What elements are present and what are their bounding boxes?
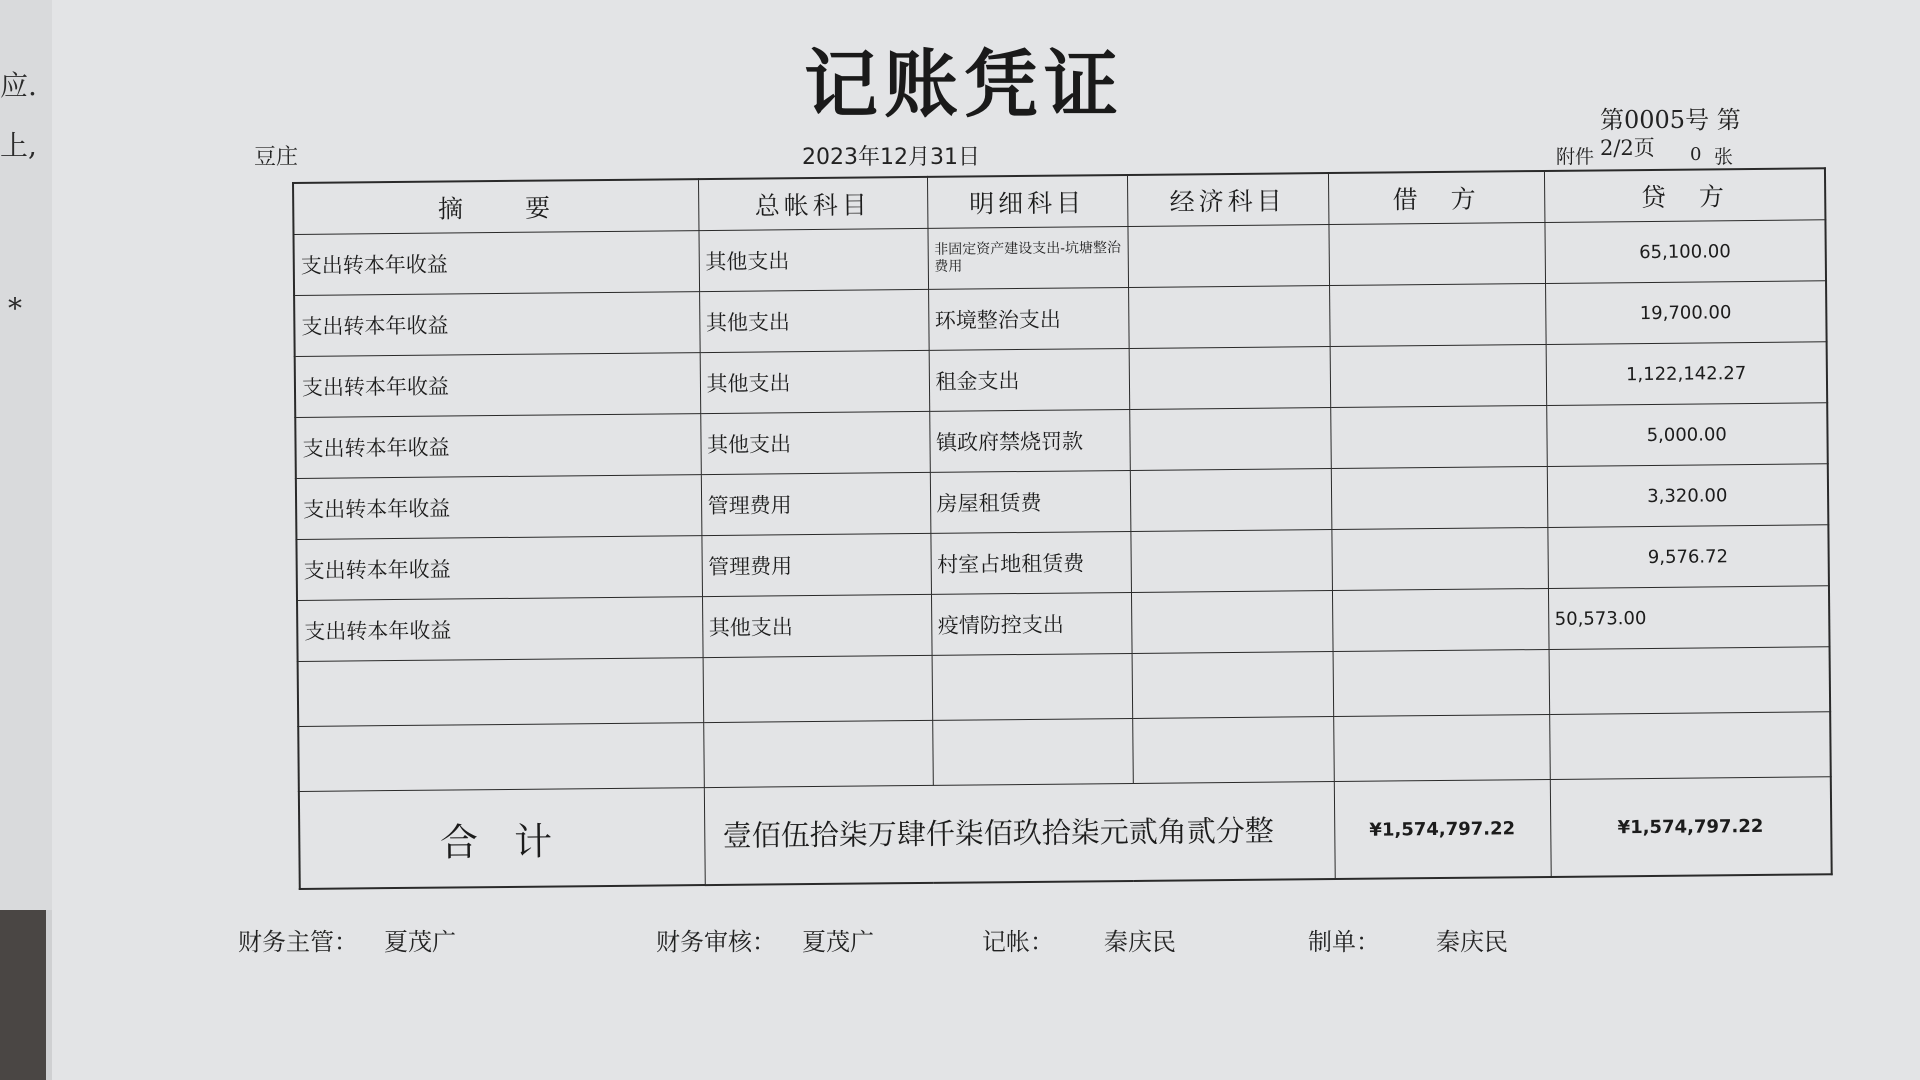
econ-cell bbox=[1129, 408, 1331, 471]
auditor-name: 夏茂广 bbox=[802, 928, 874, 956]
edge-fragment: 应. bbox=[0, 69, 37, 102]
econ-cell bbox=[1129, 347, 1331, 410]
total-row bbox=[299, 777, 1832, 889]
detail-cell: 非固定资产建设支出-坑塘整治费用 bbox=[927, 226, 1128, 289]
voucher-number: 第0005号 第 bbox=[1600, 106, 1741, 134]
page-indicator: 2/2页 bbox=[1600, 136, 1655, 160]
desk-edge bbox=[0, 910, 46, 1080]
preparer-name: 秦庆民 bbox=[1436, 928, 1508, 956]
debit-cell bbox=[1331, 527, 1548, 590]
credit-cell: 19,700.00 bbox=[1545, 281, 1827, 345]
attachment-count: 0 bbox=[1690, 144, 1702, 165]
empty-cell bbox=[298, 723, 704, 792]
total-amount-in-words: 壹佰伍拾柒万肆仟柒佰玖拾柒元贰角贰分整 bbox=[704, 782, 1335, 886]
supervisor-signature bbox=[238, 922, 456, 957]
debit-cell bbox=[1330, 405, 1547, 468]
total-label: 合 计 bbox=[299, 788, 705, 889]
voucher-table bbox=[292, 167, 1833, 890]
credit-cell: 65,100.00 bbox=[1544, 220, 1826, 284]
bookkeeper-name: 秦庆民 bbox=[1104, 928, 1176, 956]
debit-cell bbox=[1330, 344, 1547, 407]
empty-cell bbox=[932, 653, 1133, 720]
summary-cell: 支出转本年收益 bbox=[297, 597, 703, 662]
summary-cell: 支出转本年收益 bbox=[294, 231, 700, 296]
account-cell: 其他支出 bbox=[698, 228, 928, 291]
column-header-summary: 摘 要 bbox=[293, 179, 698, 234]
empty-cell bbox=[703, 720, 933, 787]
preparer-signature bbox=[1308, 922, 1508, 957]
credit-cell: 5,000.00 bbox=[1546, 403, 1828, 467]
voucher-sheet bbox=[52, 0, 1920, 1080]
econ-cell bbox=[1128, 286, 1330, 349]
total-credit: ¥1,574,797.22 bbox=[1550, 777, 1832, 877]
empty-cell bbox=[298, 658, 704, 727]
econ-cell bbox=[1131, 591, 1333, 654]
edge-fragment: 上, bbox=[0, 129, 37, 162]
auditor-label: 财务审核： bbox=[656, 928, 776, 956]
econ-cell bbox=[1130, 469, 1332, 532]
unit-name: 豆庄 bbox=[254, 145, 299, 170]
empty-cell bbox=[1132, 717, 1334, 784]
account-cell: 其他支出 bbox=[702, 594, 932, 657]
summary-cell: 支出转本年收益 bbox=[295, 353, 701, 418]
empty-cell bbox=[1333, 714, 1550, 781]
credit-cell: 3,320.00 bbox=[1547, 464, 1829, 528]
empty-cell bbox=[1333, 649, 1550, 716]
econ-cell bbox=[1127, 225, 1329, 288]
detail-cell: 租金支出 bbox=[929, 348, 1130, 411]
summary-cell: 支出转本年收益 bbox=[295, 414, 701, 479]
detail-cell: 疫情防控支出 bbox=[931, 592, 1132, 655]
edge-fragment: * bbox=[8, 292, 22, 325]
account-cell: 其他支出 bbox=[699, 289, 929, 352]
empty-cell bbox=[1549, 647, 1831, 715]
attachment-label: 附件 bbox=[1556, 146, 1595, 168]
debit-cell bbox=[1332, 588, 1549, 651]
summary-cell: 支出转本年收益 bbox=[296, 475, 702, 540]
total-debit: ¥1,574,797.22 bbox=[1334, 779, 1551, 879]
empty-cell bbox=[1549, 712, 1831, 780]
credit-cell: 50,573.00 bbox=[1548, 586, 1830, 650]
summary-cell: 支出转本年收益 bbox=[294, 292, 700, 357]
summary-cell: 支出转本年收益 bbox=[296, 536, 702, 601]
auditor-signature bbox=[656, 922, 874, 957]
bookkeeper-label: 记帐： bbox=[982, 928, 1054, 956]
preparer-label: 制单： bbox=[1308, 928, 1380, 956]
empty-cell bbox=[1132, 652, 1334, 719]
bookkeeper-signature bbox=[982, 922, 1176, 957]
voucher-title: 记账凭证 bbox=[804, 42, 1124, 128]
debit-cell bbox=[1329, 283, 1546, 346]
attachment-unit: 张 bbox=[1714, 146, 1734, 168]
account-cell: 其他支出 bbox=[700, 350, 930, 413]
column-header-detail-account: 明细科目 bbox=[927, 175, 1127, 228]
detail-cell: 镇政府禁烧罚款 bbox=[929, 409, 1130, 472]
detail-cell: 环境整治支出 bbox=[928, 287, 1129, 350]
empty-cell bbox=[703, 655, 933, 722]
debit-cell bbox=[1328, 222, 1545, 285]
credit-cell: 1,122,142.27 bbox=[1546, 342, 1828, 406]
account-cell: 管理费用 bbox=[701, 533, 931, 596]
column-header-general-account: 总帐科目 bbox=[698, 177, 927, 231]
credit-cell: 9,576.72 bbox=[1547, 525, 1829, 589]
econ-cell bbox=[1130, 530, 1332, 593]
column-header-credit: 贷 方 bbox=[1544, 168, 1825, 222]
empty-cell bbox=[932, 718, 1133, 785]
debit-cell bbox=[1331, 466, 1548, 529]
column-header-debit: 借 方 bbox=[1328, 171, 1544, 225]
detail-cell: 村室占地租赁费 bbox=[930, 531, 1131, 594]
account-cell: 管理费用 bbox=[701, 472, 931, 535]
supervisor-label: 财务主管： bbox=[238, 928, 358, 956]
supervisor-name: 夏茂广 bbox=[384, 928, 456, 956]
account-cell: 其他支出 bbox=[700, 411, 930, 474]
column-header-economic-account: 经济科目 bbox=[1127, 173, 1328, 226]
voucher-date: 2023年12月31日 bbox=[802, 145, 980, 170]
detail-cell: 房屋租赁费 bbox=[930, 470, 1131, 533]
